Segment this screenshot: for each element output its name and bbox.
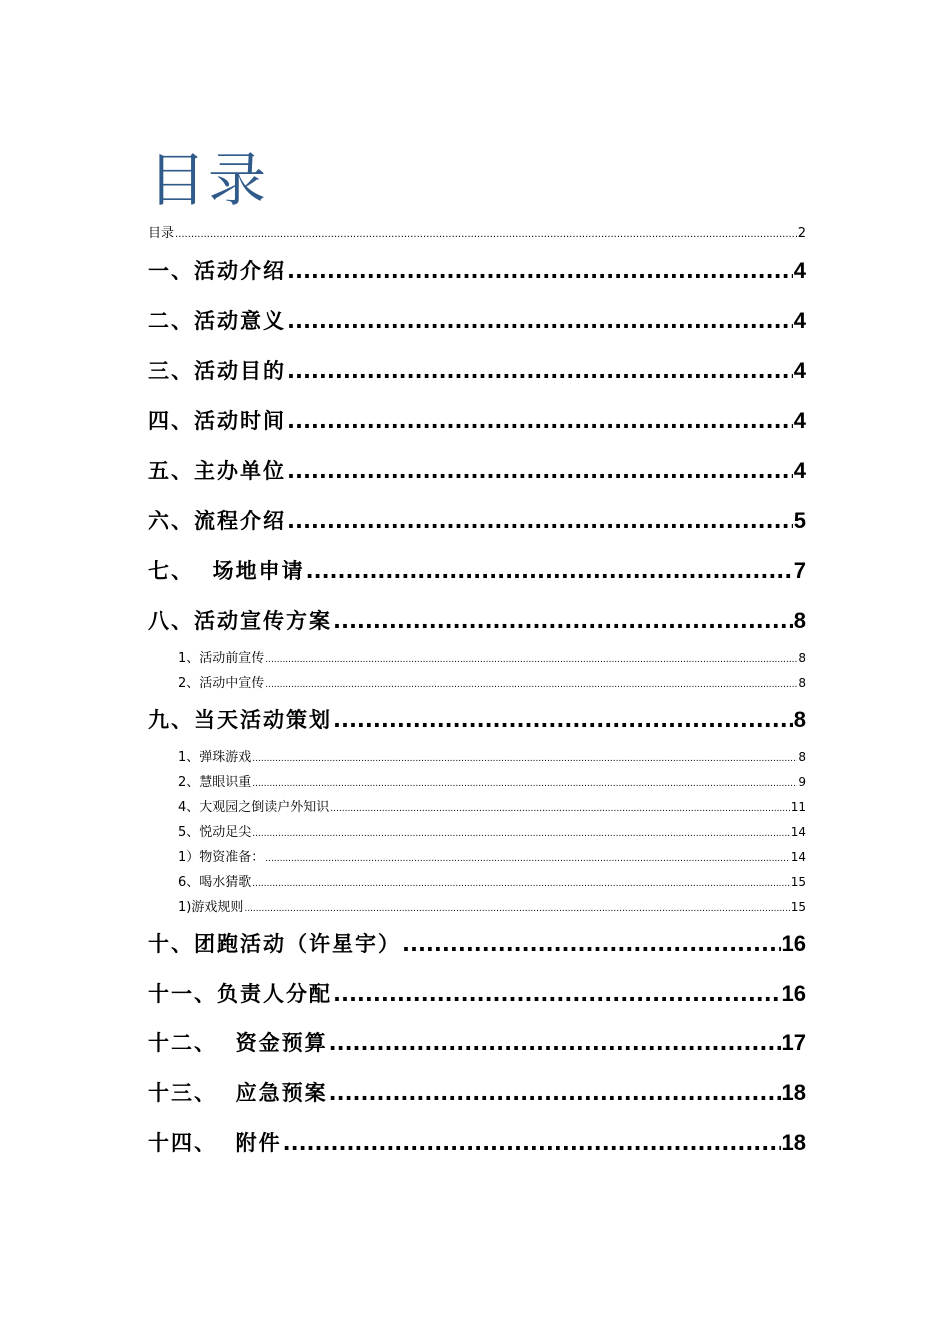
toc-page-number: 8	[793, 707, 806, 732]
toc-entry-contents[interactable]	[148, 225, 806, 243]
toc-page-number: 2	[797, 226, 806, 241]
toc-leader	[252, 874, 789, 894]
toc-label: 二、活动意义	[148, 309, 286, 333]
toc-section-11[interactable]	[148, 979, 806, 1009]
toc-section-12[interactable]	[148, 1028, 806, 1058]
toc-leader	[287, 356, 793, 386]
toc-subsection[interactable]	[178, 822, 806, 842]
toc-label: 八、活动宣传方案	[148, 609, 332, 633]
toc-leader	[287, 456, 793, 486]
toc-leader	[329, 1078, 781, 1108]
toc-leader	[402, 929, 781, 959]
toc-label: 5、悦动足尖	[178, 825, 252, 840]
toc-subsection[interactable]	[178, 648, 806, 668]
toc-subsection[interactable]	[178, 797, 806, 817]
toc-label: 6、喝水猜歌	[178, 875, 252, 890]
toc-label: 1）物资准备：	[178, 850, 265, 865]
toc-page-number: 18	[781, 1130, 806, 1155]
toc-leader	[306, 556, 793, 586]
toc-label: 六、流程介绍	[148, 509, 286, 533]
toc-label: 1、活动前宣传	[178, 651, 265, 666]
toc-leader	[283, 1128, 781, 1158]
toc-page-number: 15	[790, 900, 806, 914]
toc-subsection[interactable]	[178, 747, 806, 767]
toc-label: 十四、 附件	[148, 1131, 282, 1155]
toc-page-number: 7	[793, 558, 806, 583]
toc-label: 十一、负责人分配	[148, 982, 332, 1006]
toc-page-number: 9	[798, 775, 806, 789]
toc-leader	[252, 824, 789, 844]
toc-label: 一、活动介绍	[148, 259, 286, 283]
toc-subsection[interactable]	[178, 897, 806, 917]
toc-page-number: 16	[781, 931, 806, 956]
toc-page-number: 16	[781, 981, 806, 1006]
toc-label: 九、当天活动策划	[148, 708, 332, 732]
toc-leader	[287, 256, 793, 286]
toc-page-number: 4	[793, 308, 806, 333]
toc-label: 4、大观园之倒读户外知识	[178, 800, 330, 815]
toc-leader	[329, 1028, 781, 1058]
toc-label: 十二、 资金预算	[148, 1031, 328, 1055]
toc-page-number: 8	[798, 750, 806, 764]
toc-page-number: 14	[790, 850, 806, 864]
toc-leader	[287, 506, 793, 536]
page-title: 目录	[148, 146, 269, 214]
toc-subsection[interactable]	[178, 847, 806, 867]
toc-page-number: 14	[790, 825, 806, 839]
toc-section-1[interactable]	[148, 256, 806, 286]
toc-section-5[interactable]	[148, 456, 806, 486]
toc-leader	[333, 705, 793, 735]
toc-leader	[265, 675, 797, 695]
toc-leader	[252, 749, 797, 769]
toc-section-6[interactable]	[148, 506, 806, 536]
toc-page-number: 8	[798, 651, 806, 665]
toc-leader	[287, 406, 793, 436]
toc-label: 十三、 应急预案	[148, 1081, 328, 1105]
toc-leader	[265, 650, 797, 670]
toc-subsection[interactable]	[178, 872, 806, 892]
toc-section-2[interactable]	[148, 306, 806, 336]
toc-section-10[interactable]	[148, 929, 806, 959]
toc-page-number: 4	[793, 258, 806, 283]
toc-page-number: 5	[793, 508, 806, 533]
toc-page-number: 8	[798, 676, 806, 690]
toc-section-3[interactable]	[148, 356, 806, 386]
toc-page-number: 11	[790, 800, 806, 814]
toc-subsection[interactable]	[178, 772, 806, 792]
toc-section-13[interactable]	[148, 1078, 806, 1108]
toc-label: 目录	[148, 226, 175, 241]
toc-label: 2、活动中宣传	[178, 676, 265, 691]
toc-page-number: 8	[793, 608, 806, 633]
toc-section-7[interactable]	[148, 556, 806, 586]
toc-leader	[333, 979, 781, 1009]
toc-label: 1、弹珠游戏	[178, 750, 252, 765]
toc-label: 三、活动目的	[148, 359, 286, 383]
toc-leader	[287, 306, 793, 336]
toc-leader	[175, 226, 797, 244]
toc-label: 五、主办单位	[148, 459, 286, 483]
toc-leader	[333, 606, 793, 636]
toc-leader	[252, 774, 797, 794]
toc-leader	[330, 799, 789, 819]
toc-label: 1)游戏规则	[178, 900, 244, 915]
toc-label: 十、团跑活动（许星宇）	[148, 932, 401, 956]
toc-label: 2、慧眼识重	[178, 775, 252, 790]
toc-section-9[interactable]	[148, 705, 806, 735]
toc-subsection[interactable]	[178, 673, 806, 693]
toc-leader	[244, 899, 789, 919]
toc-page-number: 4	[793, 458, 806, 483]
toc-page-number: 4	[793, 408, 806, 433]
toc-page-number: 17	[781, 1030, 806, 1055]
toc-section-14[interactable]	[148, 1128, 806, 1158]
toc-label: 七、 场地申请	[148, 559, 305, 583]
toc-leader	[265, 849, 789, 869]
toc-label: 四、活动时间	[148, 409, 286, 433]
toc-section-4[interactable]	[148, 406, 806, 436]
toc-page-number: 4	[793, 358, 806, 383]
toc-section-8[interactable]	[148, 606, 806, 636]
toc-page-number: 18	[781, 1080, 806, 1105]
toc-page-number: 15	[790, 875, 806, 889]
